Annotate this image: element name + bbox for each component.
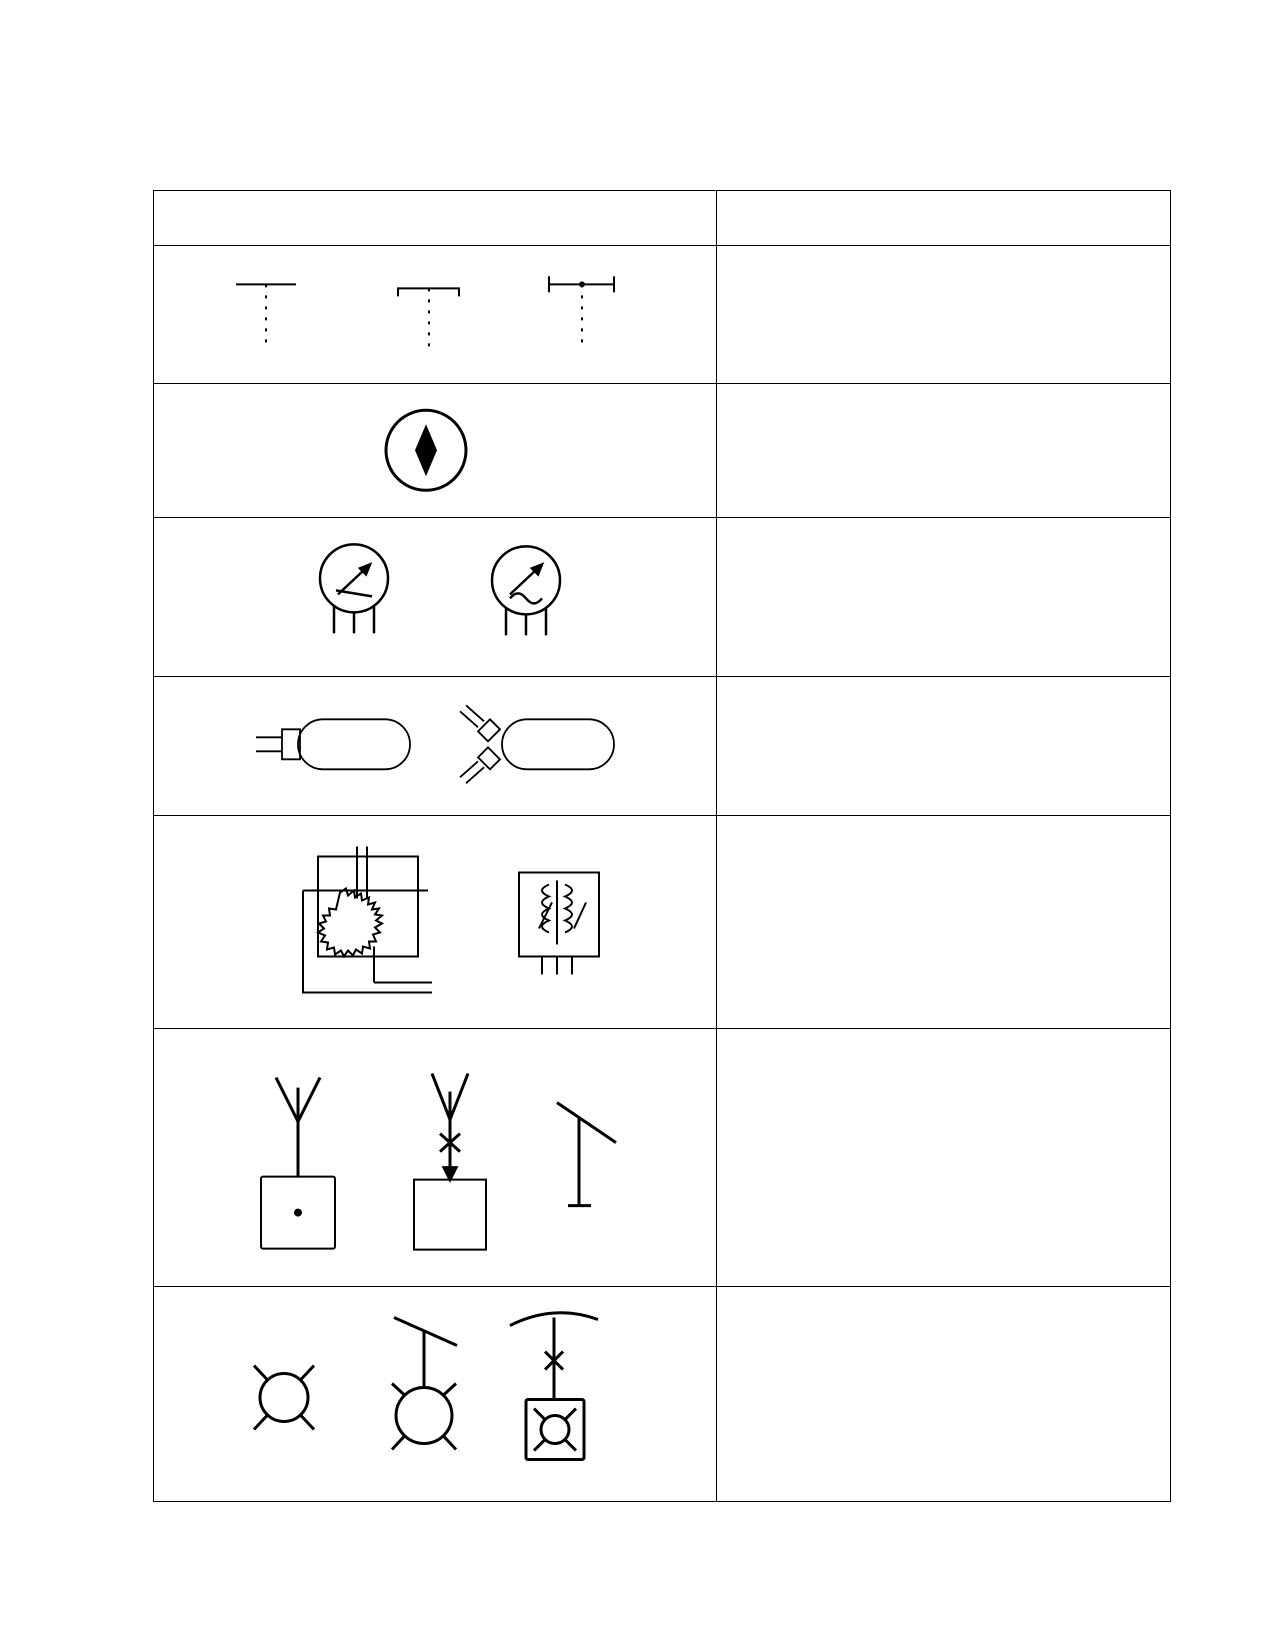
symbol-cell <box>154 677 717 816</box>
symbol-cell <box>154 1028 717 1286</box>
spark-gap-unit-icon <box>303 846 432 992</box>
antenna-with-isolator-box-icon <box>414 1073 486 1249</box>
symbol-cell <box>154 815 717 1028</box>
symbol-column-header <box>154 191 717 246</box>
ac-meter-icon <box>492 547 560 636</box>
description-cell <box>717 677 1171 816</box>
antenna-with-box-icon <box>261 1077 335 1248</box>
folded-dipole-icon <box>398 289 459 347</box>
antenna-symbols <box>154 1029 716 1286</box>
table-row <box>154 246 1171 384</box>
unit-symbols <box>154 816 716 1028</box>
meter-symbols <box>154 518 716 676</box>
description-cell <box>717 383 1171 518</box>
lamp-with-dish-icon <box>510 1313 598 1460</box>
lamp-symbols <box>154 1287 716 1501</box>
symbol-cell <box>154 518 717 677</box>
description-cell <box>717 246 1171 384</box>
compass-symbols <box>154 384 716 518</box>
lamp-icon <box>254 1365 314 1429</box>
table-row <box>154 383 1171 518</box>
slant-wire-antenna-icon <box>557 1102 616 1205</box>
symbol-cell <box>154 246 717 384</box>
table-row <box>154 518 1171 677</box>
description-cell <box>717 815 1171 1028</box>
table-row <box>154 1286 1171 1501</box>
dipole-symbols <box>154 246 716 383</box>
table-row <box>154 815 1171 1028</box>
tube-single-base-icon <box>256 720 410 770</box>
description-cell <box>717 1028 1171 1286</box>
symbol-table <box>153 190 1171 1502</box>
meter-icon <box>320 545 388 634</box>
dipole-antenna-icon <box>236 285 296 347</box>
symbol-cell <box>154 1286 717 1501</box>
compass-rose-icon <box>386 410 466 490</box>
lamp-with-reflector-icon <box>392 1317 457 1449</box>
table-row <box>154 1028 1171 1286</box>
variable-coupler-icon <box>519 872 599 974</box>
description-cell <box>717 518 1171 677</box>
description-cell <box>717 1286 1171 1501</box>
dipole-with-end-loads-icon <box>549 277 614 347</box>
tube-dual-base-icon <box>460 706 614 784</box>
table-row <box>154 677 1171 816</box>
symbol-cell <box>154 383 717 518</box>
tube-symbols <box>154 677 716 815</box>
header-row <box>154 191 1171 246</box>
description-column-header <box>717 191 1171 246</box>
